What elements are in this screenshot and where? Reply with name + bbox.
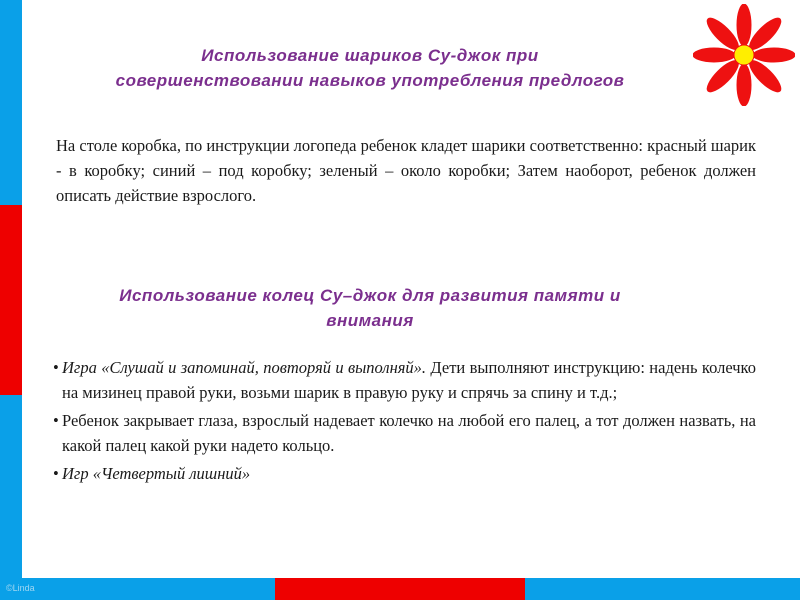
instruction-paragraph: На столе коробка, по инструкции логопеда ребенок кладет шарики соответственно: красный шарик - в коробку; синий – под коробку; зеленый – около коробки; Затем наоборот, ребенок должен описать действие взрослого. bbox=[56, 136, 756, 205]
left-stripe-red bbox=[0, 205, 22, 395]
footer-credit: ©Linda bbox=[6, 583, 35, 593]
left-stripe-blue-top bbox=[0, 0, 22, 205]
left-stripe-blue-bottom bbox=[0, 395, 22, 578]
bottom-bar bbox=[0, 578, 800, 600]
title-line-2: совершенствовании навыков употребления предлогов bbox=[115, 71, 625, 90]
bullet-list bbox=[54, 355, 756, 489]
bottom-bar-blue-left bbox=[0, 578, 275, 600]
title-ring-section bbox=[40, 283, 700, 333]
list-item-game-name: Игра «Слушай и запоминай, повторяй и выполняй». bbox=[62, 358, 427, 377]
list-item bbox=[54, 408, 756, 458]
list-item-text: Ребенок закрывает глаза, взрослый надевает колечко на любой его палец, а тот должен назвать, на какой палец какой руки надето кольцо. bbox=[62, 411, 756, 455]
title-ball-section bbox=[30, 43, 710, 93]
list-item-game-name: Игр «Четвертый лишний» bbox=[62, 464, 251, 483]
title-line-1: Использование колец Су–джок для развития памяти и bbox=[119, 286, 621, 305]
list-item bbox=[54, 461, 756, 486]
list-item bbox=[54, 355, 756, 405]
title-line-2: внимания bbox=[326, 311, 414, 330]
bottom-bar-blue-right bbox=[525, 578, 800, 600]
bottom-bar-red bbox=[275, 578, 525, 600]
list-item-text: Дети выполняют инструкцию: надень колечко на мизинец правой руки, возьми шарик в правую руку и спрячь за спину и т.д.; bbox=[62, 358, 756, 402]
title-line-1: Использование шариков Су-джок при bbox=[201, 46, 539, 65]
